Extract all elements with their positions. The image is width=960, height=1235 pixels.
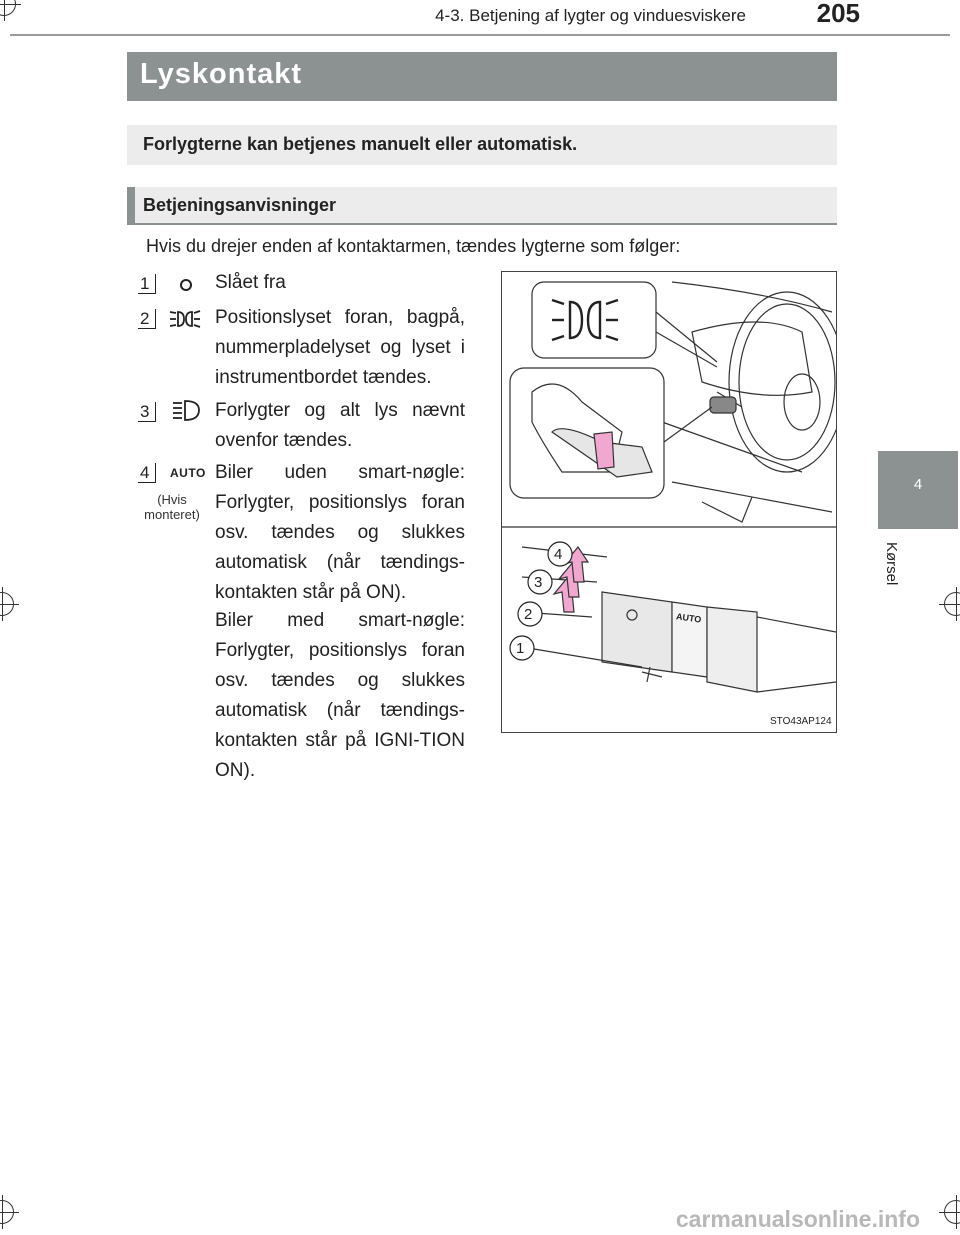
light-switch-illustration xyxy=(501,271,837,733)
figure-callout-1: 1 xyxy=(516,640,525,657)
item-text-secondary: Biler med smart-nøgle: Forlygter, positionslys foran osv. tændes og slukkes automatisk (når tændings-kontakten står på IGNI-TION ON). xyxy=(215,610,465,781)
registration-mark xyxy=(944,1200,960,1224)
item-number: 4 xyxy=(138,463,156,483)
figure-callout-4: 4 xyxy=(554,546,563,563)
chapter-label: Kørsel xyxy=(883,542,900,586)
off-circle-icon xyxy=(179,278,193,297)
section-title: 4-3. Betjening af lygter og vinduesviskere xyxy=(435,6,746,25)
figure-callout-2: 2 xyxy=(524,606,533,623)
auto-icon: AUTO xyxy=(170,466,206,480)
figure-callout-3: 3 xyxy=(534,574,543,591)
intro-text: Forlygterne kan betjenes manuelt eller automatisk. xyxy=(143,134,578,154)
watermark: carmanualsonline.info xyxy=(675,1206,920,1232)
figure-code: STO43AP124 xyxy=(770,716,832,727)
fitted-note: (Hvis monteret) xyxy=(144,492,200,522)
headlight-icon xyxy=(171,398,203,429)
registration-mark xyxy=(0,1200,14,1224)
item-text: Forlygter og alt lys nævnt ovenfor tændes. xyxy=(215,400,465,451)
subheading: Betjeningsanvisninger xyxy=(143,195,337,215)
position-light-icon xyxy=(168,306,202,337)
chapter-number: 4 xyxy=(913,476,923,493)
page-number: 205 xyxy=(816,0,860,28)
item-text: Positionslyset foran, bagpå, nummerpladelyset og lyset i instrumentbordet tændes. xyxy=(215,307,465,388)
figure-auto-label: AUTO xyxy=(675,611,702,625)
item-number: 2 xyxy=(138,309,156,329)
registration-mark xyxy=(944,592,960,616)
registration-mark xyxy=(0,592,14,616)
header-rule xyxy=(10,34,950,36)
item-number: 1 xyxy=(138,274,156,294)
item-number: 3 xyxy=(138,402,156,422)
item-text: Slået fra xyxy=(215,272,286,293)
page-title: Lyskontakt xyxy=(140,58,303,90)
subheading-rule xyxy=(127,223,837,225)
instruction-text: Hvis du drejer enden af kontaktarmen, tændes lygterne som følger: xyxy=(146,236,681,256)
registration-mark xyxy=(0,0,16,16)
item-text: Biler uden smart-nøgle: Forlygter, positionslys foran osv. tændes og slukkes automatisk (når tændings-kontakten står på ON). xyxy=(215,462,465,603)
